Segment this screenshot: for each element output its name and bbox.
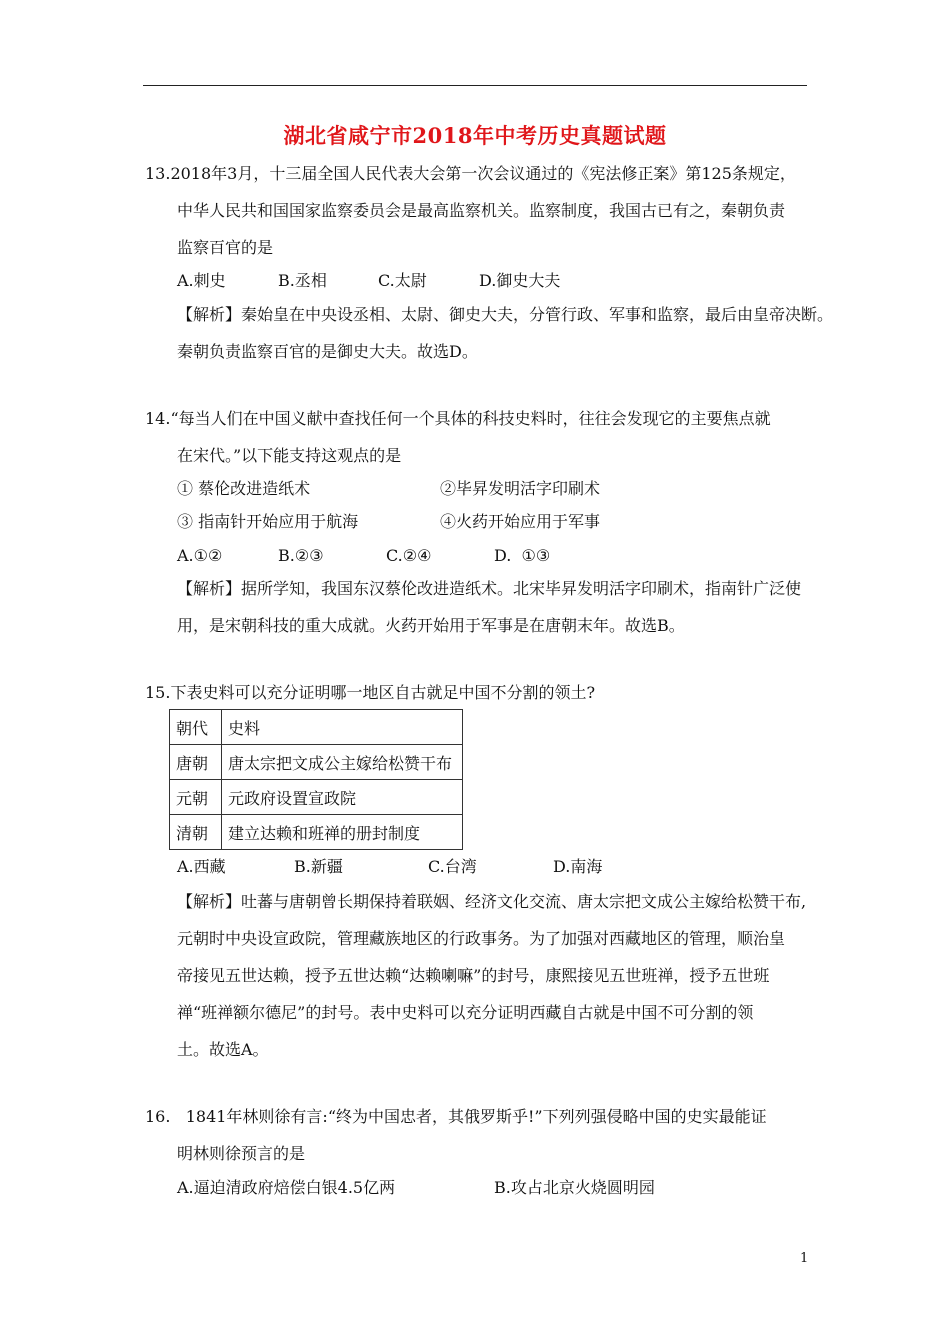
q14-stem-line: 14.“每当人们在中国义献中查找任何一个具体的科技史料时，往往会发现它的主要焦点就 (145, 409, 771, 428)
q14-item-4: ④火药开始应用于军事 (440, 512, 601, 531)
q13-option-b: B.丞相 (278, 271, 327, 290)
q15-stem-line: 15.下表史料可以充分证明哪一地区自古就足中国不分割的领土? (145, 683, 596, 702)
q16-option-b: B.攻占北京火烧圆明园 (494, 1178, 655, 1197)
q15-analysis-line: 禅“班禅额尔德尼”的封号。表中史料可以充分证明西藏自古就是中国不可分割的领 (177, 1003, 754, 1022)
document-title: 湖北省咸宁市2018年中考历史真题试题 (283, 123, 667, 148)
table-cell-source: 唐太宗把文成公主嫁给松赞干布 (222, 745, 463, 780)
q13-option-a: A.刺史 (177, 271, 226, 290)
q13-stem-line: 监察百官的是 (177, 238, 274, 257)
q15-option-c: C.台湾 (428, 857, 477, 876)
q14-option-d: D. ①③ (494, 546, 551, 565)
q13-option-c: C.太尉 (378, 271, 427, 290)
q14-item-3: ③ 指南针开始应用于航海 (177, 512, 359, 531)
q15-option-a: A.西藏 (177, 857, 226, 876)
table-cell-source: 元政府设置宣政院 (222, 780, 463, 815)
table-cell-dynasty: 元朝 (170, 780, 222, 815)
q13-stem-line: 13.2018年3月，十三届全国人民代表大会第一次会议通过的《宪法修正案》第125条规定， (145, 164, 796, 183)
table-cell-source: 建立达赖和班禅的册封制度 (222, 815, 463, 850)
q16-stem-line: 16. 1841年林则徐有言:“终为中国忠者，其俄罗斯乎!”下列列强侵略中国的史实最能证 (145, 1107, 767, 1126)
q14-analysis-line: 【解析】据所学知，我国东汉蔡伦改进造纸术。北宋毕昇发明活字印刷术，指南针广泛使 (177, 579, 802, 598)
q14-option-b: B.②③ (278, 546, 324, 565)
table-row (170, 745, 463, 780)
page-number: 1 (800, 1251, 809, 1266)
table-header-cell: 朝代 (170, 710, 222, 745)
q14-option-a: A.①② (177, 546, 223, 565)
q14-option-c: C.②④ (386, 546, 432, 565)
q15-analysis-line: 土。故选A。 (177, 1040, 269, 1059)
header-rule (143, 85, 807, 86)
table-cell-dynasty: 清朝 (170, 815, 222, 850)
q15-analysis-line: 帝接见五世达赖，授予五世达赖“达赖喇嘛”的封号，康熙接见五世班禅，授予五世班 (177, 966, 770, 985)
q13-option-d: D.御史大夫 (479, 271, 561, 290)
q15-option-d: D.南海 (553, 857, 603, 876)
q14-stem-line: 在宋代。”以下能支持这观点的是 (177, 446, 402, 465)
q16-option-a: A.逼迫清政府焙偿白银4.5亿两 (177, 1178, 396, 1197)
table-row (170, 780, 463, 815)
q15-analysis-line: 元朝时中央设宣政院，管理藏族地区的行政事务。为了加强对西藏地区的管理，顺治皇 (177, 929, 786, 948)
q14-item-1: ① 蔡伦改进造纸术 (177, 479, 311, 498)
q14-analysis-line: 用，是宋朝科技的重大成就。火药开始用于军事是在唐朝末年。故选B。 (177, 616, 685, 635)
q13-analysis-line: 秦朝负责监察百官的是御史大夫。故选D。 (177, 342, 478, 361)
q14-item-2: ②毕昇发明活字印刷术 (440, 479, 601, 498)
q13-analysis-line: 【解析】秦始皇在中央设丞相、太尉、御史大夫，分管行政、军事和监察，最后由皇帝决断。 (177, 305, 834, 324)
q13-stem-line: 中华人民共和国国家监察委员会是最高监察机关。监察制度，我国古已有之，秦朝负责 (177, 201, 786, 220)
q15-option-b: B.新疆 (294, 857, 343, 876)
q16-stem-line: 明林则徐预言的是 (177, 1144, 306, 1163)
table-header-cell: 史料 (222, 710, 463, 745)
q15-analysis-line: 【解析】吐蕃与唐朝曾长期保持着联姻、经济文化交流、唐太宗把文成公主嫁给松赞干布, (177, 892, 807, 911)
table-cell-dynasty: 唐朝 (170, 745, 222, 780)
history-source-table (169, 709, 463, 850)
table-header-row (170, 710, 463, 745)
table-row (170, 815, 463, 850)
